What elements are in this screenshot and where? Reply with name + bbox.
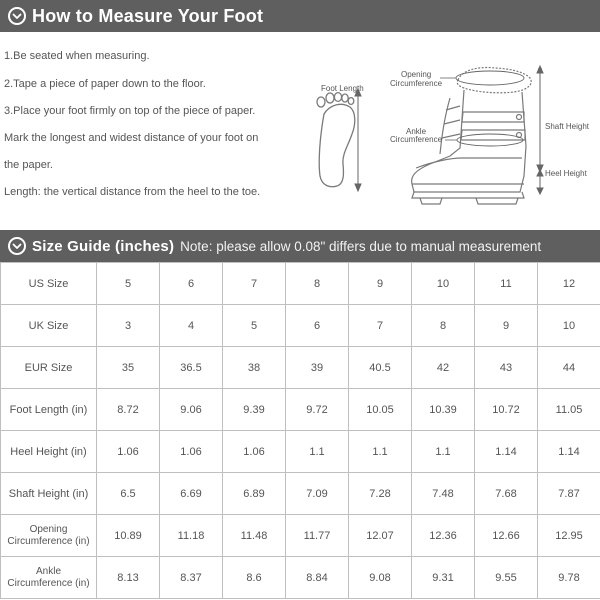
row-header-text: Shaft Height (in) (8, 487, 89, 500)
table-cell: 8 (412, 305, 475, 347)
foot-boot-illustration (300, 36, 600, 226)
measure-header (0, 0, 600, 32)
table-cell: 8 (286, 263, 349, 305)
table-cell: 12.36 (412, 515, 475, 557)
row-header (1, 473, 97, 515)
table-cell: 10 (538, 305, 600, 347)
table-cell: 1.1 (412, 431, 475, 473)
table-cell: 7.68 (475, 473, 538, 515)
step-text: 1.Be seated when measuring. (4, 50, 150, 62)
table-cell: 11.18 (160, 515, 223, 557)
table-cell: 1.06 (97, 431, 160, 473)
opening-label-line2: Circumference (390, 79, 443, 88)
table-cell: 8.6 (223, 557, 286, 599)
row-header-text: EUR Size (24, 361, 73, 374)
chevron-down-icon (8, 237, 26, 255)
row-header-text: Circumference (in) (7, 535, 90, 547)
table-cell: 6.5 (97, 473, 160, 515)
table-cell: 3 (97, 305, 160, 347)
table-cell: 1.06 (160, 431, 223, 473)
table-cell: 44 (538, 347, 600, 389)
table-row (1, 389, 600, 431)
table-cell: 10.72 (475, 389, 538, 431)
foot-outline-icon (317, 93, 355, 187)
table-row (1, 473, 600, 515)
foot-length-label: Foot Length (321, 84, 364, 93)
table-cell: 7.48 (412, 473, 475, 515)
shaft-height-arrow (537, 66, 543, 172)
table-cell: 10 (412, 263, 475, 305)
step-text: Mark the longest and widest distance of your foot on (4, 132, 259, 144)
table-cell: 42 (412, 347, 475, 389)
table-cell: 6 (160, 263, 223, 305)
table-cell: 8.13 (97, 557, 160, 599)
table-cell: 1.14 (475, 431, 538, 473)
table-cell: 12.66 (475, 515, 538, 557)
table-row (1, 431, 600, 473)
row-header-text: Circumference (in) (7, 577, 90, 589)
row-header-text: Heel Height (in) (10, 445, 87, 458)
table-cell: 8.72 (97, 389, 160, 431)
table-cell: 1.1 (286, 431, 349, 473)
table-cell: 8.37 (160, 557, 223, 599)
row-header (1, 389, 97, 431)
table-cell: 35 (97, 347, 160, 389)
table-cell: 9 (475, 305, 538, 347)
measure-diagram (300, 36, 600, 226)
table-cell: 1.14 (538, 431, 600, 473)
opening-label-line1: Opening (401, 70, 432, 79)
heel-height-arrow (537, 170, 543, 194)
table-cell: 9.55 (475, 557, 538, 599)
table-cell: 9.31 (412, 557, 475, 599)
table-cell: 12.07 (349, 515, 412, 557)
row-header (1, 431, 97, 473)
table-row (1, 515, 600, 557)
table-cell: 4 (160, 305, 223, 347)
table-cell: 6.89 (223, 473, 286, 515)
table-cell: 6 (286, 305, 349, 347)
table-cell: 9.08 (349, 557, 412, 599)
table-cell: 1.06 (223, 431, 286, 473)
table-cell: 9.72 (286, 389, 349, 431)
step-text: 2.Tape a piece of paper down to the floor. (4, 78, 206, 90)
table-cell: 10.39 (412, 389, 475, 431)
table-cell: 9.06 (160, 389, 223, 431)
shaft-height-label: Shaft Height (545, 122, 590, 131)
row-header-text: UK Size (28, 319, 69, 332)
table-cell: 1.1 (349, 431, 412, 473)
table-cell: 5 (223, 305, 286, 347)
table-cell: 36.5 (160, 347, 223, 389)
table-cell: 10.05 (349, 389, 412, 431)
row-header-text: Foot Length (in) (9, 403, 88, 416)
table-cell: 8.84 (286, 557, 349, 599)
table-cell: 7.87 (538, 473, 600, 515)
table-cell: 9 (349, 263, 412, 305)
table-cell: 38 (223, 347, 286, 389)
length-arrow (355, 89, 361, 191)
ankle-label-line1: Ankle (406, 127, 427, 136)
table-cell: 11.77 (286, 515, 349, 557)
table-cell: 40.5 (349, 347, 412, 389)
table-cell: 5 (97, 263, 160, 305)
table-row (1, 263, 600, 305)
row-header (1, 305, 97, 347)
table-cell: 11 (475, 263, 538, 305)
step-text: the paper. (4, 159, 53, 171)
step-text: 3.Place your foot firmly on top of the piece of paper. (4, 105, 256, 117)
table-cell: 11.48 (223, 515, 286, 557)
table-cell: 12 (538, 263, 600, 305)
table-cell: 6.69 (160, 473, 223, 515)
step-text: Length: the vertical distance from the heel to the toe. (4, 186, 261, 198)
row-header-text: Ankle (35, 565, 61, 577)
ankle-label-line2: Circumference (390, 135, 443, 144)
row-header-text: Opening (29, 523, 68, 535)
heel-height-label: Heel Height (545, 169, 587, 178)
row-header (1, 347, 97, 389)
size-table (0, 262, 600, 599)
row-header (1, 557, 97, 599)
measure-title: How to Measure Your Foot (32, 5, 264, 26)
row-header (1, 515, 97, 557)
table-cell: 43 (475, 347, 538, 389)
table-cell: 11.05 (538, 389, 600, 431)
table-cell: 10.89 (97, 515, 160, 557)
table-cell: 7.09 (286, 473, 349, 515)
size-guide-title: Size Guide (inches) (32, 237, 175, 255)
size-guide-note: Note: please allow 0.08" differs due to manual measurement (180, 238, 542, 254)
table-cell: 39 (286, 347, 349, 389)
table-cell: 12.95 (538, 515, 600, 557)
row-header-text: US Size (28, 277, 69, 290)
chevron-down-icon (8, 7, 26, 25)
table-cell: 7 (223, 263, 286, 305)
table-cell: 7.28 (349, 473, 412, 515)
table-cell: 9.39 (223, 389, 286, 431)
opening-marker (456, 71, 524, 85)
table-cell: 9.78 (538, 557, 600, 599)
table-cell: 7 (349, 305, 412, 347)
table-row (1, 305, 600, 347)
row-header (1, 263, 97, 305)
size-guide-header (0, 230, 600, 262)
table-row (1, 347, 600, 389)
table-row (1, 557, 600, 599)
